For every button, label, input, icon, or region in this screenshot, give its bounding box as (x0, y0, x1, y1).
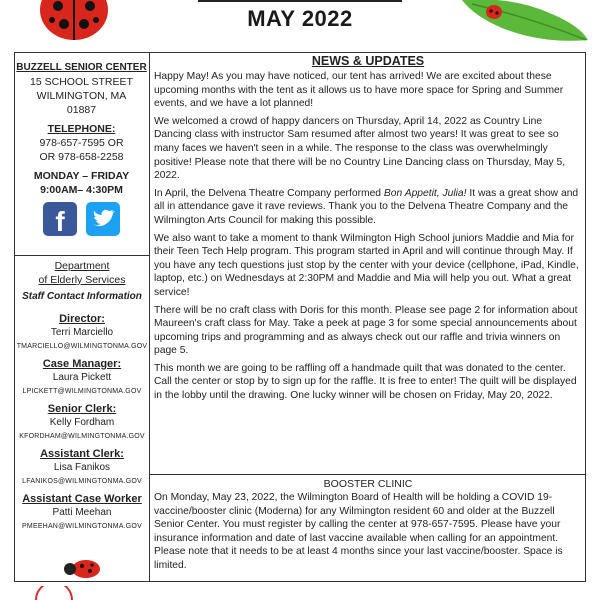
staff-title: Staff Contact Information (22, 291, 142, 302)
staff-role: Assistant Clerk: (40, 448, 124, 460)
title-rule (198, 0, 402, 2)
zip-code: 01887 (66, 104, 97, 116)
staff-email-link[interactable]: TMARCIELLO@WILMINGTONMA.GOV (16, 343, 148, 350)
booster-section (150, 476, 586, 577)
booster-text: On Monday, May 23, 2022, the Wilmington Board of Health will be holding a COVID 19-vaccine/booster clinic (Moderna) for any Wilmington resident 60 and older at the Buzzell Senior Center. You must register by calling the center at 978-657-7595. Please have your insurance information and date of last vaccine available when calling for an appointment. Please note that it needs to be at least 4 months since your last vaccine/booster. Space is limited. (154, 492, 563, 571)
leaf-icon (462, 0, 592, 44)
staff-name: Patti Meehan (52, 507, 112, 518)
staff-email-link[interactable]: LPICKETT@WILMINGTONMA.GOV (22, 388, 142, 395)
staff-entry (14, 357, 150, 399)
hours-days: MONDAY – FRIDAY (33, 170, 130, 182)
staff-role: Senior Clerk: (47, 403, 117, 415)
booster-divider (150, 474, 586, 475)
staff-email-link[interactable]: PMEEHAN@WILMINGTONMA.GOV (22, 523, 142, 530)
twitter-icon[interactable] (86, 202, 120, 236)
sidebar-divider (14, 255, 150, 256)
staff-role: Case Manager: (42, 358, 122, 370)
footer-seal-icon (34, 586, 74, 600)
staff-name: Terri Marciello (50, 327, 114, 338)
news-heading: NEWS & UPDATES (311, 54, 425, 68)
ladybug-icon (34, 0, 114, 50)
booster-heading: BOOSTER CLINIC (323, 478, 413, 490)
center-name: BUZZELL SENIOR CENTER (16, 62, 147, 73)
dept-line-1: Department (54, 260, 110, 272)
address-line-2: WILMINGTON, MA (36, 90, 127, 102)
staff-role: Assistant Case Worker (22, 493, 142, 505)
staff-email-link[interactable]: KFORDHAM@WILMINGTONMA.GOV (19, 433, 145, 440)
news-paragraph-5: There will be no craft class with Doris for this month. Please see page 2 for information about Maureen's craft class for May. Take a peek at page 3 for some special announcements about upcoming trips and programming and as always check out our raffle and trivia winners on page 5. (154, 304, 578, 357)
news-paragraph-2: We welcomed a crowd of happy dancers on Thursday, April 14, 2022 as Country Line Dancing class with instructor Sam resumed after almost two years! It was great to see so many faces we haven't seen in a while. The response to the class was overwhelmingly positive! Please note that there will be no Country Line Dancing class on Thursday, May 5, 2022. (154, 115, 566, 182)
hours-time: 9:00AM– 4:30PM (40, 184, 123, 196)
staff-name: Lisa Fanikos (53, 462, 111, 473)
news-section (150, 52, 586, 407)
staff-entry (14, 312, 150, 354)
staff-role: Director: (59, 313, 105, 325)
news-paragraph-4: We also want to take a moment to thank Wilmington High School juniors Maddie and Mia for their Teen Tech Help program. This program started in April and will continue through May. If you have any tech questions just stop by the center with your device (cellphone, iPad, Kindle, laptop, etc.) on Wednesdays at 2:30PM and Maddie and Mia will help you out. What a great service! (154, 232, 579, 298)
staff-entry (14, 447, 150, 489)
news-paragraph-6: This month we are going to be raffling off a handmade quilt that was donated to the center. Call the center or stop by to sign up for the raffle. It is free to enter! The quilt will be displayed in the lobby until the drawing. One lucky winner will be chosen on Friday, May 20, 2022. (154, 362, 577, 402)
phone-1: 978-657-7595 OR (39, 137, 124, 149)
dept-line-2: of Elderly Services (38, 274, 126, 286)
page-title: MAY 2022 (247, 6, 353, 31)
phone-2: OR 978-658-2258 (39, 151, 124, 163)
facebook-icon[interactable]: f (43, 202, 77, 236)
staff-entry (14, 402, 150, 444)
small-ladybug-icon (62, 557, 106, 579)
header (0, 0, 600, 52)
news-paragraph-1: Happy May! As you may have noticed, our tent has arrived! We are excited about these upcoming months with the tent as it allows us to have more space for Spring and Summer events, and we have a lot planned! (154, 71, 564, 110)
telephone-label: TELEPHONE: (47, 123, 116, 135)
staff-email-link[interactable]: LFANIKOS@WILMINGTONMA.GOV (22, 478, 142, 485)
staff-contacts (14, 259, 150, 537)
staff-name: Kelly Fordham (49, 417, 115, 428)
address-line-1: 15 SCHOOL STREET (30, 76, 133, 88)
news-paragraph-3: In April, the Delvena Theatre Company performed Bon Appetit, Julia! It was a great show and all in attendance gave it rave reviews. Thank you to the Delvena Theatre Company and the Wilmington Arts Council for making this possible. (154, 187, 579, 226)
staff-entry (14, 492, 150, 534)
staff-name: Laura Pickett (52, 372, 112, 383)
